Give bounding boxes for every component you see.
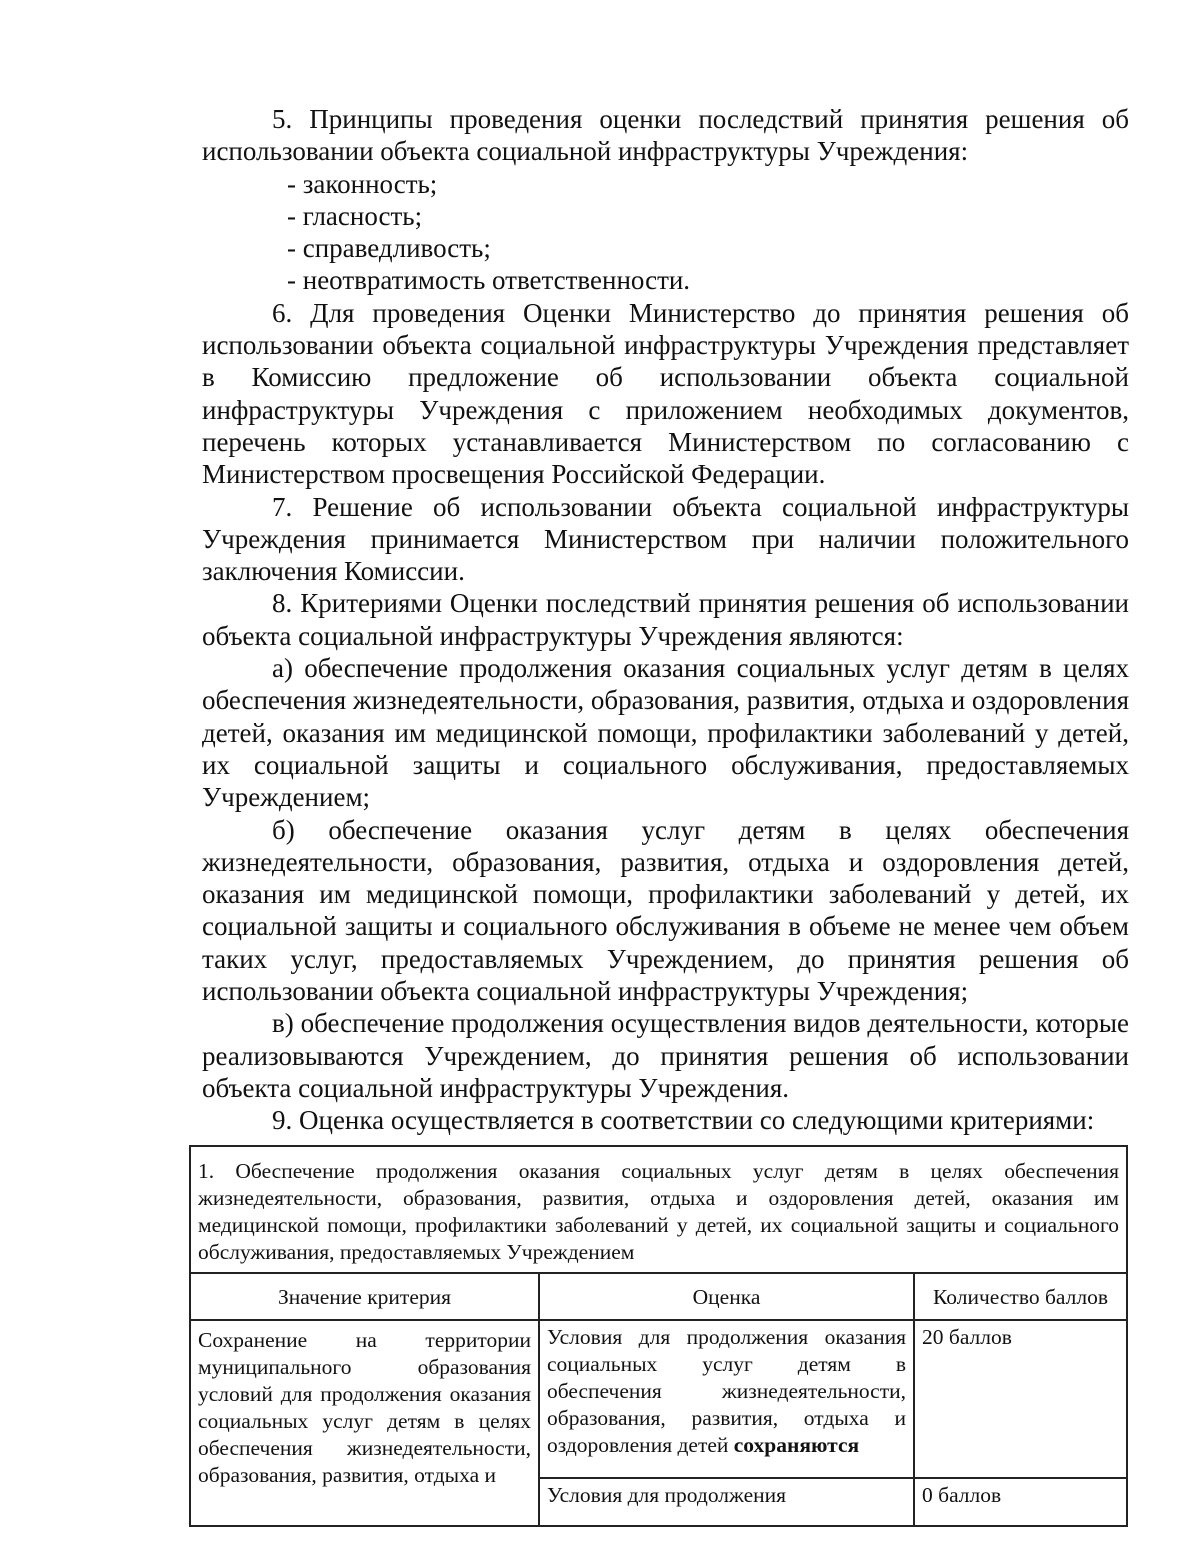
paragraph-6: 6. Для проведения Оценки Министерство до принятия решения об использовании объекта социальной инфраструктуры Учреждения представляет в Комиссию предложение об использовании объекта социальной инфраструктуры Учреждения с приложением необходимых документов, перечень которых устанавливается Министерством по согласованию с Министерством просвещения Российской Федерации. (202, 297, 1129, 490)
assessment-emphasis: сохраняются (733, 1433, 860, 1457)
paragraph-8a: а) обеспечение продолжения оказания социальных услуг детям в целях обеспечения жизнедеятельности, образования, развития, отдыха и оздоровления детей, оказания им медицинской помощи, профилактики заболеваний у детей, их социальной защиты и социального обслуживания, предоставляемых Учреждением; (202, 653, 1129, 813)
points-cell: 20 баллов (914, 1320, 1127, 1478)
paragraph-7: 7. Решение об использовании объекта социальной инфраструктуры Учреждения принимается Министерством при наличии положительного заключения Комиссии. (202, 491, 1129, 587)
paragraph-8c: в) обеспечение продолжения осуществления видов деятельности, которые реализовываются Учреждением, до принятия решения об использовании объекта социальной инфраструктуры Учреждения. (202, 1008, 1129, 1103)
criteria-table (189, 1145, 1128, 1527)
paragraph-8: 8. Критериями Оценки последствий принятия решения об использовании объекта социальной инфраструктуры Учреждения являются: (202, 588, 1129, 651)
column-header-assessment: Оценка (539, 1273, 914, 1320)
principle-item-responsibility: - неотвратимость ответственности. (287, 265, 691, 296)
assessment-cell (539, 1478, 914, 1526)
criterion-value-cell: Сохранение на территории муниципального образования условий для продолжения оказания социальных услуг детям в целях обеспечения жизнедеятельности, образования, развития, отдыха и (190, 1320, 539, 1526)
principle-item-legality: - законность; (287, 168, 438, 199)
paragraph-5: 5. Принципы проведения оценки последствий принятия решения об использовании объекта социальной инфраструктуры Учреждения: (202, 104, 1129, 167)
column-header-criterion-value: Значение критерия (190, 1273, 539, 1320)
principle-item-justice: - справедливость; (287, 233, 491, 264)
paragraph-8b: б) обеспечение оказания услуг детям в целях обеспечения жизнедеятельности, образования, развития, отдыха и оздоровления детей, оказания им медицинской помощи, профилактики заболеваний у детей, их социальной защиты и социального обслуживания в объеме не менее чем объем таких услуг, предоставляемых Учреждением, до принятия решения об использовании объекта социальной инфраструктуры Учреждения; (202, 814, 1129, 1007)
principle-item-publicity: - гласность; (287, 200, 423, 231)
criterion-heading: 1. Обеспечение продолжения оказания социальных услуг детям в целях обеспечения жизнедеятельности, образования, развития, отдыха и оздоровления детей, оказания им медицинской помощи, профилактики заболеваний у детей, их социальной защиты и социального обслуживания, предоставляемых Учреждением (190, 1146, 1127, 1273)
column-header-points: Количество баллов (914, 1273, 1127, 1320)
paragraph-9: 9. Оценка осуществляется в соответствии со следующими критериями: (272, 1105, 1095, 1136)
assessment-text: Условия для продолжения (547, 1483, 787, 1507)
assessment-text: Условия для продолжения оказания социальных услуг детям в обеспечения жизнедеятельности, образования, развития, отдыха и оздоровления детей (547, 1325, 906, 1457)
document-body (202, 103, 1129, 1137)
points-cell: 0 баллов (914, 1478, 1127, 1526)
assessment-cell (539, 1320, 914, 1478)
